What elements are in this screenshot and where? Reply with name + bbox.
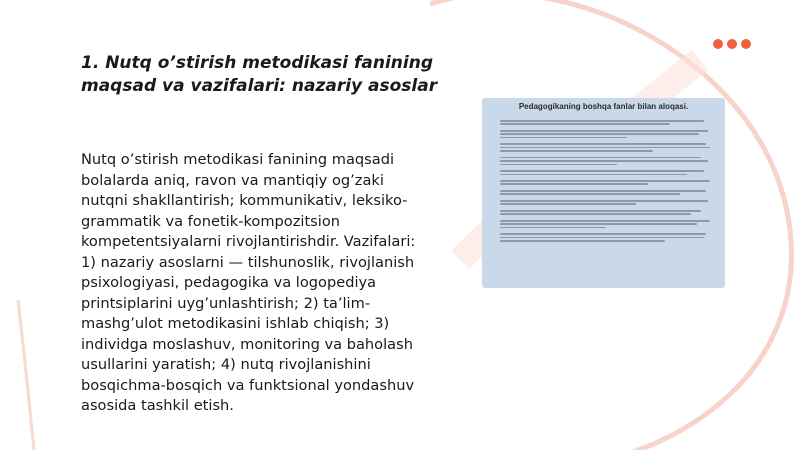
document-heading: Pedagogikaning boshqa fanlar bilan aloqasi. [518, 102, 689, 111]
document-image [482, 98, 725, 288]
dot-icon [741, 39, 751, 49]
document-text-lines [500, 120, 712, 244]
decorative-dots [713, 39, 751, 49]
slide-title: 1. Nutq o’stirish metodikasi fanining maqsad va vazifalari: nazariy asoslar [81, 53, 438, 96]
slide-body-text: Nutq o’stirish metodikasi fanining maqsadi bolalarda aniq, ravon va mantiqiy og’zaki nutqni shakllantirish; kommunikativ, leksiko-grammatik va fonetik-kompozitsion kompetentsiyalarni rivojlantirishdir. Vazifalari: 1) nazariy asoslarni — tilshunoslik, rivojlanish psixologiyasi, pedagogika va logopediya printsiplarini uyg’unlashtirish; 2) ta’lim-mashg’ulot metodikasini ishlab chiqish; 3) individga moslashuv, monitoring va baholash usullarini yaratish; 4) nutq rivojlanishini bosqichma-bosqich va funktsional yondashuv asosida tashkil etish. [81, 151, 416, 414]
dot-icon [713, 39, 723, 49]
dot-icon [727, 39, 737, 49]
